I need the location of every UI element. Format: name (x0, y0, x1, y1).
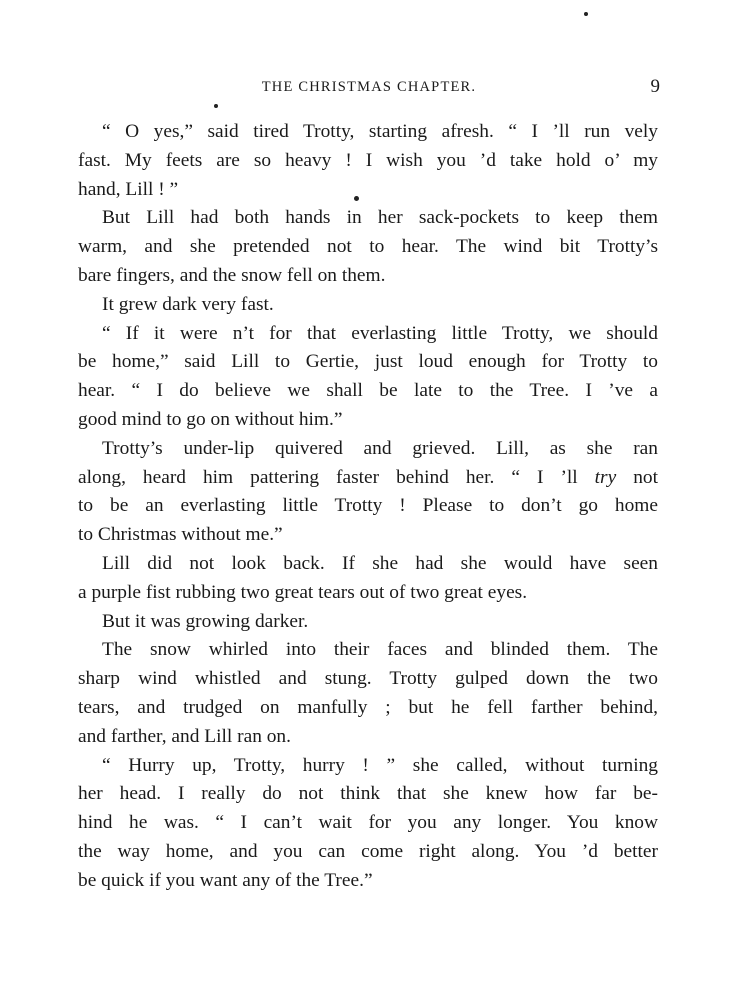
text-line: to be an everlasting little Trotty ! Please to don’t go home (78, 495, 658, 517)
text-line: sharp wind whistled and stung. Trotty gulped down the two (78, 668, 658, 690)
ink-speck (214, 104, 218, 108)
text-line: fast. My feets are so heavy ! I wish you ’d take hold o’ my (78, 149, 658, 171)
text-line: to Christmas without me.” (78, 524, 283, 546)
text-line: hind he was. “ I can’t wait for you any longer. You know (78, 812, 658, 834)
running-title: THE CHRISTMAS CHAPTER. (261, 79, 477, 95)
text-line: But it was growing darker. (102, 610, 309, 632)
text-line: tears, and trudged on manfully ; but he fell farther behind, (78, 696, 658, 718)
text-line: warm, and she pretended not to hear. The wind bit Trotty’s (78, 236, 658, 258)
text-line: “ O yes,” said tired Trotty, starting afresh. “ I ’ll run vely (102, 121, 658, 142)
text-line: her head. I really do not think that she knew how far be- (78, 783, 658, 805)
text-line: and farther, and Lill ran on. (78, 725, 291, 747)
text-line: be quick if you want any of the Tree.” (78, 869, 373, 891)
text-line: Lill did not look back. If she had she would have seen (102, 552, 658, 574)
text-line: be home,” said Lill to Gertie, just loud enough for Trotty to (78, 351, 658, 373)
text-line: a purple fist rubbing two great tears out of two great eyes. (78, 581, 528, 603)
text-line: “ If it were n’t for that everlasting little Trotty, we should (102, 322, 658, 344)
text-line: hand, Lill ! ” (78, 178, 179, 200)
page-header (78, 76, 660, 100)
text-line: along, heard him pattering faster behind her. “ I ’ll try not (78, 466, 658, 488)
text-line: It grew dark very fast. (102, 293, 274, 315)
text-line: the way home, and you can come right along. You ’d better (78, 840, 658, 862)
ink-speck (584, 12, 588, 16)
text-line: good mind to go on without him.” (78, 408, 343, 430)
text-line: bare fingers, and the snow fell on them. (78, 264, 386, 286)
text-line: hear. “ I do believe we shall be late to the Tree. I ’ve a (78, 380, 658, 402)
text-line: But Lill had both hands in her sack-pockets to keep them (102, 207, 658, 229)
body-text (78, 118, 658, 896)
text-line: Trotty’s under-lip quivered and grieved. Lill, as she ran (102, 437, 658, 459)
page-number: 9 (650, 76, 660, 97)
text-line: The snow whirled into their faces and blinded them. The (102, 639, 658, 661)
text-line: “ Hurry up, Trotty, hurry ! ” she called, without turning (102, 754, 658, 776)
ink-speck (354, 196, 359, 201)
